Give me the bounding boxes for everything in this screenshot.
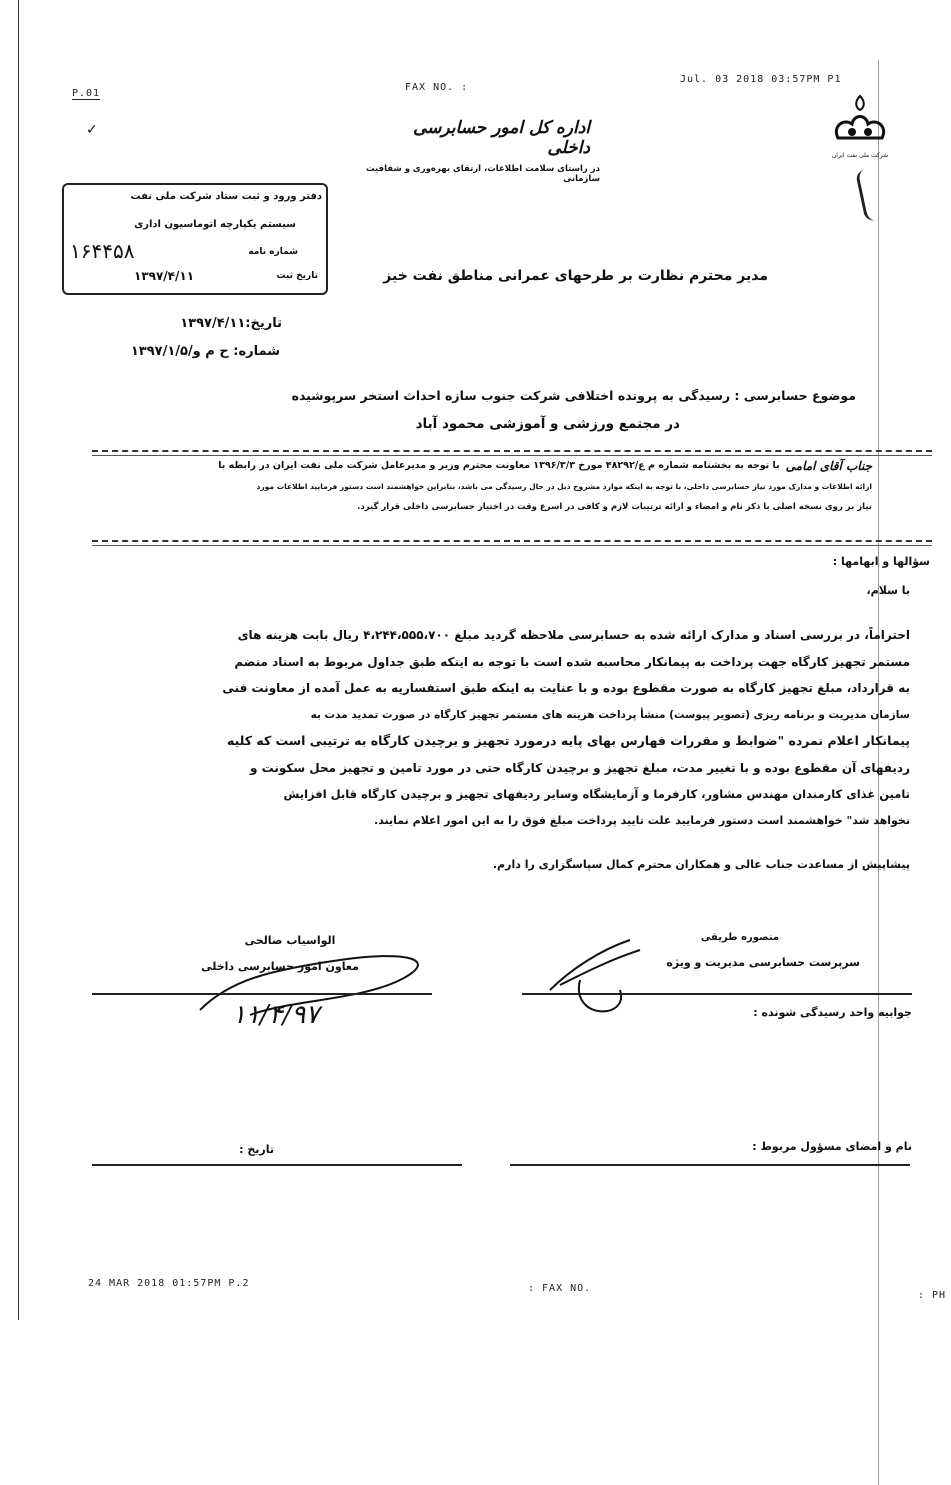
paragraph-line: احتراماً، در بررسی اسناد و مدارک ارائه شده به حسابرسی ملاحظه گردید مبلغ ۴،۲۴۴،۵۵۵،۷۰۰ ریال بابت هزینه های: [237, 628, 910, 642]
subject-label: موضوع حسابرسی :: [734, 388, 856, 403]
paragraph-line: تامین غذای کارمندان مهندس مشاور، کارفرما و آزمایشگاه وسایر ردیفهای تجهیز و برچیدن کارگاه قابل افزایش: [283, 787, 910, 801]
response-date-line: [92, 1164, 462, 1166]
responsible-name-sign-label: نام و امضای مسؤول مربوط :: [752, 1140, 912, 1153]
letter-number: [110, 344, 280, 359]
stamp-date-value: ۱۳۹۷/۴/۱۱: [134, 269, 195, 283]
paragraph-line: نخواهد شد" خواهشمند است دستور فرمایید علت تایید پرداخت مبلغ فوق را به این امور اعلام نمایند.: [374, 813, 910, 827]
number-value: ح م و/۱۳۹۷/۱/۵: [130, 344, 229, 359]
notice-line: ارائه اطلاعات و مدارک مورد نیاز حسابرسی داخلی، با توجه به اینکه موارد مشروح ذیل در حال رسیدگی می باشد، بنابراین خواهشمند است دستور فرمایید اطلاعات مورد: [256, 482, 872, 491]
fax-header-right: Jul. 03 2018 03:57PM P1: [680, 74, 842, 85]
stamp-line-2: سیستم یکپارچه اتوماسیون اداری: [134, 219, 296, 230]
handwritten-date: ۱۱/۴/۹۷: [232, 1000, 320, 1030]
left-signatory-title: معاون امور حسابرسی داخلی: [201, 960, 359, 973]
response-date-label: تاریخ :: [239, 1143, 274, 1156]
closing-line: پیشاپیش از مساعدت جناب عالی و همکاران محترم کمال سپاسگزاری را دارم.: [492, 858, 910, 871]
letterhead-title: اداره کل امور حسابرسی داخلی: [412, 118, 590, 158]
flame-logo-icon: [830, 92, 890, 148]
body-paragraph: [140, 622, 910, 834]
letter-date: [140, 316, 282, 331]
greeting: با سلام،: [866, 584, 910, 597]
paragraph-line: به قرارداد، مبلغ تجهیز کارگاه به صورت مقطوع بوده و با عنایت به اینکه طبق استفساریه به عمل آمده از معاونت فنی: [222, 681, 910, 695]
left-signatory-name: الواسیاب صالحی: [244, 934, 336, 947]
notice-line: با توجه به بخشنامه شماره م ع/۴۸۲۹۲ مورخ ۱۳۹۶/۳/۳ معاونت محترم وزیر و مدیرعامل شرکت ملی نفت ایران در رابطه با: [218, 460, 780, 471]
fax-header-left: P.01: [72, 88, 101, 99]
paragraph-line: سازمان مدیریت و برنامه ریزی (تصویر پیوست) منشأ پرداخت هزینه های مستمر تجهیز کارگاه در صورت تمدید مدت به: [310, 708, 910, 721]
notice-block: [180, 456, 872, 518]
subject-text-1: رسیدگی به پرونده اختلافی شرکت جنوب سازه احداث استخر سرپوشیده: [291, 388, 731, 403]
notice-salutation: جناب آقای امامی: [785, 459, 872, 473]
stamp-line-1: دفتر ورود و ثبت ستاد شرکت ملی نفت: [130, 191, 322, 202]
left-signature-line: [92, 993, 432, 995]
registration-stamp: [62, 183, 328, 295]
paragraph-line: پیمانکار اعلام نمرده "ضوابط و مقررات فهارس بهای پایه درمورد تجهیز و برچیدن کارگاه به ترتیبی است که کلیه: [227, 733, 910, 748]
number-label: شماره:: [233, 344, 280, 359]
paragraph-line: مستمر تجهیز کارگاه جهت پرداخت به پیمانکار محاسبه شده است با توجه به اینکه طبق جداول مربوط به اسناد منضم: [234, 654, 910, 669]
responsible-sign-line: [510, 1164, 910, 1166]
stamp-number-value: ۱۶۴۴۵۸: [70, 239, 135, 263]
right-signatory-name: منصوره طریقی: [700, 932, 780, 943]
notice-bottom-rule: [92, 540, 932, 546]
fax-footer-right: : PH: [918, 1290, 947, 1301]
stamp-number-label: شماره نامه: [248, 247, 298, 257]
fax-footer-center: : FAX NO.: [528, 1283, 592, 1294]
right-signature-line: [522, 993, 912, 995]
letterhead-subtitle: در راستای سلامت اطلاعات، ارتقای بهره‌وری و شفافیت سازمانی: [366, 164, 600, 184]
date-value: ۱۳۹۷/۴/۱۱: [180, 316, 246, 331]
stamp-date-label: تاریخ ثبت: [276, 271, 318, 281]
response-label: جوابیه واحد رسیدگی شونده :: [753, 1006, 912, 1019]
scan-edge-line-left: [18, 0, 19, 1320]
subject-line-2: در مجتمع ورزشی و آموزشی محمود آباد: [415, 416, 680, 432]
paragraph-line: ردیفهای آن مقطوع بوده و با تغییر مدت، مبلغ تجهیز و برچیدن کارگاه حتی در مورد تامین و تجهیز محل سکونت و: [249, 760, 910, 775]
emblem-icon: [855, 166, 892, 222]
right-signature-scribble: [540, 930, 650, 1030]
check-mark: ✓: [86, 122, 98, 138]
right-signatory-title: سرپرست حسابرسی مدیریت و ویژه: [666, 956, 860, 969]
addressee: مدیر محترم نظارت بر طرحهای عمرانی مناطق نفت خیز: [383, 268, 768, 284]
nioc-logo: [828, 92, 892, 159]
notice-line: نیاز بر روی نسخه اصلی با ذکر نام و امضاء و ارائه ترتیبات لازم و کافی در اسرع وقت در اختیار حسابرسی داخلی قرار گیرد.: [357, 502, 872, 512]
questions-heading: سؤالها و ابهامها :: [832, 555, 930, 568]
fax-footer-left: 24 MAR 2018 01:57PM P.2: [88, 1278, 250, 1289]
fax-header-center: FAX NO. :: [405, 82, 469, 93]
subject-line-1: [220, 388, 856, 403]
logo-caption: شرکت ملی نفت ایران: [831, 152, 889, 159]
date-label: تاریخ:: [245, 316, 282, 331]
